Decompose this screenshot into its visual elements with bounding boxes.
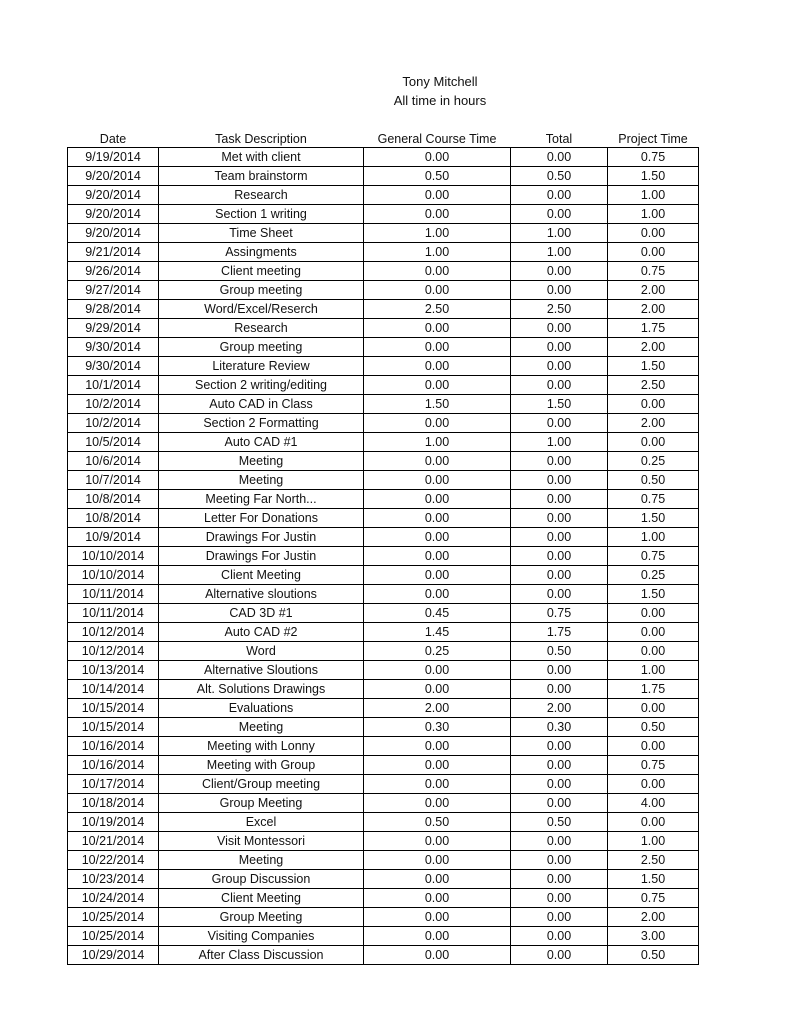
table-row <box>68 870 699 889</box>
total-cell: 0.00 <box>511 509 608 528</box>
table-row <box>68 623 699 642</box>
task-cell: Section 1 writing <box>159 205 364 224</box>
task-cell: Evaluations <box>159 699 364 718</box>
general-course-time-cell: 0.50 <box>364 813 511 832</box>
total-cell: 0.00 <box>511 832 608 851</box>
project-time-cell: 2.00 <box>608 338 699 357</box>
project-time-cell: 1.00 <box>608 661 699 680</box>
date-cell: 10/1/2014 <box>68 376 159 395</box>
task-cell: Literature Review <box>159 357 364 376</box>
total-cell: 2.00 <box>511 699 608 718</box>
table-row <box>68 338 699 357</box>
project-time-cell: 1.50 <box>608 167 699 186</box>
general-course-time-cell: 1.00 <box>364 243 511 262</box>
table-row <box>68 395 699 414</box>
total-cell: 0.00 <box>511 661 608 680</box>
task-cell: Team brainstorm <box>159 167 364 186</box>
project-time-cell: 0.50 <box>608 946 699 965</box>
task-cell: Client meeting <box>159 262 364 281</box>
task-cell: Alternative Sloutions <box>159 661 364 680</box>
total-cell: 0.00 <box>511 547 608 566</box>
total-cell: 0.00 <box>511 889 608 908</box>
total-cell: 0.00 <box>511 566 608 585</box>
project-time-cell: 1.75 <box>608 680 699 699</box>
general-course-time-cell: 2.00 <box>364 699 511 718</box>
time-log-table <box>67 128 699 965</box>
project-time-cell: 0.75 <box>608 889 699 908</box>
project-time-cell: 0.50 <box>608 471 699 490</box>
general-course-time-cell: 0.00 <box>364 319 511 338</box>
general-course-time-cell: 0.00 <box>364 585 511 604</box>
general-course-time-cell: 0.00 <box>364 661 511 680</box>
total-cell: 0.00 <box>511 737 608 756</box>
task-cell: Meeting with Group <box>159 756 364 775</box>
total-cell: 0.00 <box>511 490 608 509</box>
task-cell: Research <box>159 319 364 338</box>
date-cell: 10/2/2014 <box>68 395 159 414</box>
total-cell: 0.00 <box>511 148 608 167</box>
date-cell: 10/11/2014 <box>68 585 159 604</box>
table-row <box>68 300 699 319</box>
date-cell: 10/17/2014 <box>68 775 159 794</box>
project-time-cell: 1.50 <box>608 509 699 528</box>
date-cell: 10/22/2014 <box>68 851 159 870</box>
date-cell: 9/20/2014 <box>68 167 159 186</box>
table-row <box>68 490 699 509</box>
total-cell: 0.00 <box>511 357 608 376</box>
general-course-time-cell: 0.00 <box>364 851 511 870</box>
table-row <box>68 927 699 946</box>
general-course-time-cell: 0.00 <box>364 566 511 585</box>
task-cell: Met with client <box>159 148 364 167</box>
general-course-time-cell: 0.45 <box>364 604 511 623</box>
table-row <box>68 794 699 813</box>
total-cell: 1.00 <box>511 243 608 262</box>
date-cell: 10/16/2014 <box>68 756 159 775</box>
table-row <box>68 319 699 338</box>
project-time-cell: 2.50 <box>608 851 699 870</box>
project-time-cell: 1.00 <box>608 832 699 851</box>
general-course-time-cell: 0.00 <box>364 471 511 490</box>
project-time-cell: 0.75 <box>608 756 699 775</box>
task-cell: Assingments <box>159 243 364 262</box>
table-row <box>68 775 699 794</box>
total-cell: 0.00 <box>511 870 608 889</box>
date-cell: 10/11/2014 <box>68 604 159 623</box>
general-course-time-cell: 0.00 <box>364 547 511 566</box>
total-cell: 0.75 <box>511 604 608 623</box>
date-cell: 10/2/2014 <box>68 414 159 433</box>
task-cell: Section 2 Formatting <box>159 414 364 433</box>
task-cell: Word <box>159 642 364 661</box>
task-cell: Visit Montessori <box>159 832 364 851</box>
table-row <box>68 376 699 395</box>
general-course-time-cell: 0.00 <box>364 357 511 376</box>
general-course-time-cell: 0.00 <box>364 338 511 357</box>
project-time-cell: 2.50 <box>608 376 699 395</box>
table-row <box>68 262 699 281</box>
task-cell: Meeting <box>159 718 364 737</box>
table-row <box>68 357 699 376</box>
project-time-cell: 0.00 <box>608 813 699 832</box>
project-time-cell: 3.00 <box>608 927 699 946</box>
task-cell: Meeting <box>159 471 364 490</box>
total-cell: 0.00 <box>511 927 608 946</box>
total-cell: 0.00 <box>511 680 608 699</box>
project-time-cell: 0.00 <box>608 623 699 642</box>
task-cell: Client Meeting <box>159 566 364 585</box>
general-course-time-cell: 0.00 <box>364 756 511 775</box>
date-cell: 10/7/2014 <box>68 471 159 490</box>
date-cell: 9/26/2014 <box>68 262 159 281</box>
table-row <box>68 414 699 433</box>
total-cell: 2.50 <box>511 300 608 319</box>
task-cell: Group Meeting <box>159 908 364 927</box>
general-course-time-cell: 0.00 <box>364 775 511 794</box>
total-cell: 0.50 <box>511 642 608 661</box>
table-row <box>68 224 699 243</box>
task-cell: Alt. Solutions Drawings <box>159 680 364 699</box>
general-course-time-cell: 0.00 <box>364 376 511 395</box>
date-cell: 9/19/2014 <box>68 148 159 167</box>
general-course-time-cell: 0.00 <box>364 414 511 433</box>
table-row <box>68 851 699 870</box>
table-row <box>68 433 699 452</box>
date-cell: 9/20/2014 <box>68 205 159 224</box>
general-course-time-cell: 0.50 <box>364 167 511 186</box>
total-cell: 0.00 <box>511 908 608 927</box>
task-cell: Client Meeting <box>159 889 364 908</box>
total-cell: 0.00 <box>511 585 608 604</box>
project-time-cell: 4.00 <box>608 794 699 813</box>
header-row <box>68 128 699 148</box>
total-cell: 0.00 <box>511 851 608 870</box>
table-row <box>68 718 699 737</box>
date-cell: 10/6/2014 <box>68 452 159 471</box>
general-course-time-cell: 0.00 <box>364 737 511 756</box>
table-row <box>68 813 699 832</box>
task-cell: Research <box>159 186 364 205</box>
general-course-time-cell: 0.00 <box>364 946 511 965</box>
table-row <box>68 585 699 604</box>
table-row <box>68 509 699 528</box>
general-course-time-cell: 1.00 <box>364 224 511 243</box>
units-note: All time in hours <box>393 93 487 108</box>
task-cell: Section 2 writing/editing <box>159 376 364 395</box>
table-row <box>68 452 699 471</box>
table-row <box>68 243 699 262</box>
table-row <box>68 756 699 775</box>
total-cell: 0.00 <box>511 281 608 300</box>
task-cell: Word/Excel/Reserch <box>159 300 364 319</box>
date-cell: 10/15/2014 <box>68 699 159 718</box>
date-cell: 10/24/2014 <box>68 889 159 908</box>
task-cell: Group meeting <box>159 338 364 357</box>
task-cell: Client/Group meeting <box>159 775 364 794</box>
general-course-time-cell: 2.50 <box>364 300 511 319</box>
task-cell: Letter For Donations <box>159 509 364 528</box>
table-row <box>68 471 699 490</box>
project-time-cell: 2.00 <box>608 300 699 319</box>
project-time-cell: 0.00 <box>608 737 699 756</box>
date-cell: 9/20/2014 <box>68 186 159 205</box>
general-course-time-cell: 0.00 <box>364 908 511 927</box>
general-course-time-cell: 0.00 <box>364 870 511 889</box>
task-cell: Auto CAD #1 <box>159 433 364 452</box>
employee-name: Tony Mitchell <box>402 74 478 89</box>
project-time-cell: 1.50 <box>608 585 699 604</box>
project-time-cell: 0.25 <box>608 566 699 585</box>
general-course-time-cell: 0.00 <box>364 927 511 946</box>
total-cell: 0.00 <box>511 775 608 794</box>
table-row <box>68 604 699 623</box>
general-course-time-cell: 0.00 <box>364 452 511 471</box>
table-row <box>68 699 699 718</box>
table-row <box>68 908 699 927</box>
task-cell: Meeting with Lonny <box>159 737 364 756</box>
total-cell: 0.50 <box>511 167 608 186</box>
date-cell: 10/29/2014 <box>68 946 159 965</box>
date-cell: 10/12/2014 <box>68 623 159 642</box>
total-cell: 1.50 <box>511 395 608 414</box>
project-time-cell: 0.00 <box>608 604 699 623</box>
project-time-cell: 1.00 <box>608 528 699 547</box>
total-cell: 0.00 <box>511 756 608 775</box>
table-row <box>68 889 699 908</box>
date-cell: 10/16/2014 <box>68 737 159 756</box>
table-row <box>68 205 699 224</box>
date-cell: 10/13/2014 <box>68 661 159 680</box>
general-course-time-cell: 0.00 <box>364 490 511 509</box>
project-time-cell: 0.00 <box>608 243 699 262</box>
date-cell: 9/27/2014 <box>68 281 159 300</box>
total-cell: 0.00 <box>511 794 608 813</box>
total-cell: 0.00 <box>511 205 608 224</box>
table-row <box>68 737 699 756</box>
general-course-time-cell: 0.00 <box>364 509 511 528</box>
task-cell: Meeting <box>159 851 364 870</box>
task-cell: Drawings For Justin <box>159 547 364 566</box>
table-row <box>68 832 699 851</box>
general-course-time-cell: 0.00 <box>364 794 511 813</box>
date-cell: 10/12/2014 <box>68 642 159 661</box>
date-cell: 10/8/2014 <box>68 490 159 509</box>
total-cell: 0.00 <box>511 376 608 395</box>
date-cell: 10/10/2014 <box>68 547 159 566</box>
date-cell: 10/10/2014 <box>68 566 159 585</box>
task-cell: CAD 3D #1 <box>159 604 364 623</box>
project-time-cell: 1.75 <box>608 319 699 338</box>
column-header-project-time: Project Time <box>608 128 699 148</box>
total-cell: 0.00 <box>511 262 608 281</box>
general-course-time-cell: 0.00 <box>364 205 511 224</box>
project-time-cell: 0.75 <box>608 490 699 509</box>
project-time-cell: 0.25 <box>608 452 699 471</box>
date-cell: 10/15/2014 <box>68 718 159 737</box>
task-cell: Meeting Far North... <box>159 490 364 509</box>
task-cell: Auto CAD #2 <box>159 623 364 642</box>
general-course-time-cell: 0.00 <box>364 832 511 851</box>
date-cell: 10/14/2014 <box>68 680 159 699</box>
general-course-time-cell: 0.00 <box>364 889 511 908</box>
task-cell: Group meeting <box>159 281 364 300</box>
project-time-cell: 0.75 <box>608 547 699 566</box>
column-header-date: Date <box>68 128 159 148</box>
task-cell: Meeting <box>159 452 364 471</box>
project-time-cell: 0.75 <box>608 148 699 167</box>
total-cell: 0.00 <box>511 319 608 338</box>
date-cell: 9/29/2014 <box>68 319 159 338</box>
project-time-cell: 1.00 <box>608 186 699 205</box>
general-course-time-cell: 0.00 <box>364 528 511 547</box>
date-cell: 9/20/2014 <box>68 224 159 243</box>
project-time-cell: 2.00 <box>608 281 699 300</box>
date-cell: 9/28/2014 <box>68 300 159 319</box>
project-time-cell: 1.00 <box>608 205 699 224</box>
date-cell: 9/30/2014 <box>68 357 159 376</box>
column-header-general-course-time: General Course Time <box>364 128 511 148</box>
date-cell: 10/25/2014 <box>68 927 159 946</box>
project-time-cell: 0.00 <box>608 395 699 414</box>
task-cell: Excel <box>159 813 364 832</box>
table-row <box>68 167 699 186</box>
date-cell: 10/21/2014 <box>68 832 159 851</box>
table-row <box>68 186 699 205</box>
project-time-cell: 2.00 <box>608 414 699 433</box>
date-cell: 10/23/2014 <box>68 870 159 889</box>
task-cell: After Class Discussion <box>159 946 364 965</box>
task-cell: Group Meeting <box>159 794 364 813</box>
task-cell: Alternative sloutions <box>159 585 364 604</box>
general-course-time-cell: 1.45 <box>364 623 511 642</box>
task-cell: Group Discussion <box>159 870 364 889</box>
total-cell: 0.30 <box>511 718 608 737</box>
project-time-cell: 1.50 <box>608 870 699 889</box>
general-course-time-cell: 0.00 <box>364 148 511 167</box>
date-cell: 9/21/2014 <box>68 243 159 262</box>
date-cell: 10/5/2014 <box>68 433 159 452</box>
date-cell: 10/9/2014 <box>68 528 159 547</box>
table-row <box>68 281 699 300</box>
date-cell: 10/8/2014 <box>68 509 159 528</box>
date-cell: 10/19/2014 <box>68 813 159 832</box>
date-cell: 10/18/2014 <box>68 794 159 813</box>
general-course-time-cell: 0.00 <box>364 281 511 300</box>
total-cell: 0.00 <box>511 471 608 490</box>
total-cell: 0.00 <box>511 186 608 205</box>
general-course-time-cell: 0.00 <box>364 680 511 699</box>
general-course-time-cell: 0.00 <box>364 186 511 205</box>
project-time-cell: 0.50 <box>608 718 699 737</box>
total-cell: 0.00 <box>511 946 608 965</box>
task-cell: Time Sheet <box>159 224 364 243</box>
total-cell: 0.00 <box>511 414 608 433</box>
table-row <box>68 528 699 547</box>
task-cell: Auto CAD in Class <box>159 395 364 414</box>
total-cell: 0.00 <box>511 528 608 547</box>
project-time-cell: 0.00 <box>608 775 699 794</box>
task-cell: Drawings For Justin <box>159 528 364 547</box>
table-row <box>68 946 699 965</box>
project-time-cell: 0.00 <box>608 433 699 452</box>
general-course-time-cell: 1.50 <box>364 395 511 414</box>
project-time-cell: 0.75 <box>608 262 699 281</box>
total-cell: 0.00 <box>511 452 608 471</box>
project-time-cell: 2.00 <box>608 908 699 927</box>
project-time-cell: 1.50 <box>608 357 699 376</box>
table-row <box>68 642 699 661</box>
general-course-time-cell: 1.00 <box>364 433 511 452</box>
table-row <box>68 661 699 680</box>
total-cell: 1.00 <box>511 433 608 452</box>
table-row <box>68 680 699 699</box>
total-cell: 0.00 <box>511 338 608 357</box>
total-cell: 1.75 <box>511 623 608 642</box>
task-cell: Visiting Companies <box>159 927 364 946</box>
project-time-cell: 0.00 <box>608 699 699 718</box>
table-row <box>68 547 699 566</box>
total-cell: 0.50 <box>511 813 608 832</box>
general-course-time-cell: 0.30 <box>364 718 511 737</box>
table-row <box>68 148 699 167</box>
table-row <box>68 566 699 585</box>
column-header-task: Task Description <box>159 128 364 148</box>
project-time-cell: 0.00 <box>608 224 699 243</box>
general-course-time-cell: 0.25 <box>364 642 511 661</box>
date-cell: 9/30/2014 <box>68 338 159 357</box>
project-time-cell: 0.00 <box>608 642 699 661</box>
document-header <box>0 72 800 110</box>
date-cell: 10/25/2014 <box>68 908 159 927</box>
total-cell: 1.00 <box>511 224 608 243</box>
column-header-total: Total <box>511 128 608 148</box>
general-course-time-cell: 0.00 <box>364 262 511 281</box>
